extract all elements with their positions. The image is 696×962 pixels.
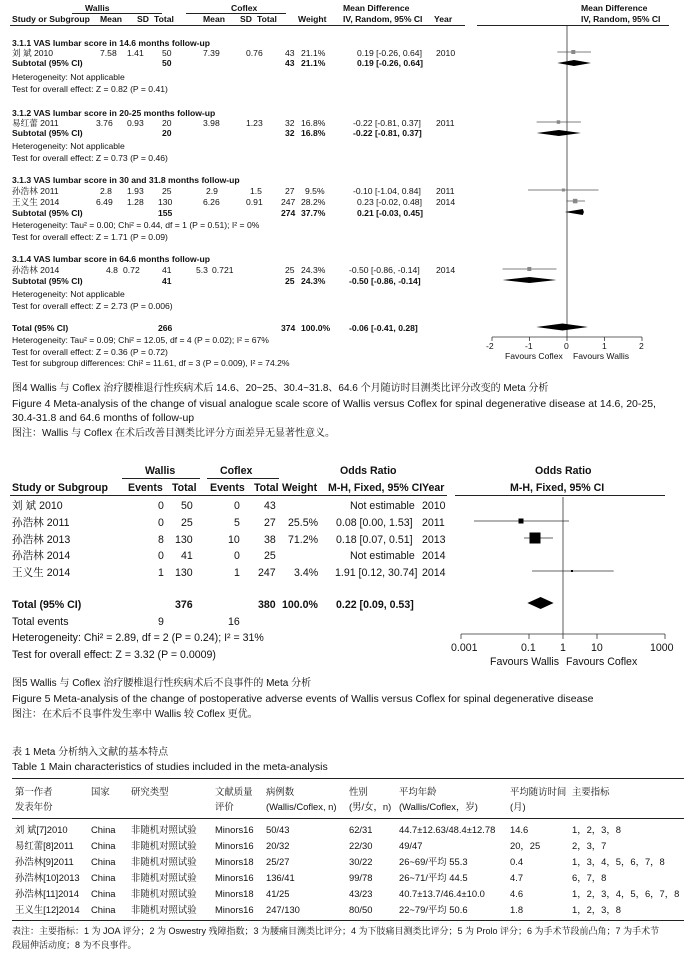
- fig5-tick-label: 10: [591, 642, 603, 654]
- fig4-subtotal-n2: 32: [285, 128, 295, 138]
- table1-header-author: 第一作者: [15, 786, 53, 797]
- fig4-subgroup-1-title: 3.1.1 VAS lumbar score in 14.6 months follow-up: [12, 38, 211, 48]
- fig5-row-year: 2013: [422, 534, 446, 546]
- fig4-subtotal-n2: 43: [285, 58, 295, 68]
- table1-bottom-rule: [12, 920, 684, 921]
- table1-footnote-line2: 段屈伸活动度；8 为不良事件。: [12, 940, 137, 950]
- fig4-ctrl-group-header: Coflex: [231, 3, 258, 13]
- table1-cell-age: 49/47: [399, 840, 423, 851]
- fig5-row-n1: 130: [175, 534, 193, 546]
- fig5-study-square: [519, 519, 524, 524]
- fig5-row-e2: 0: [234, 550, 240, 562]
- fig5-tick-label: 1000: [650, 642, 674, 654]
- fig4-mean2-header: Mean: [203, 14, 225, 24]
- fig5-total-n1: 376: [175, 599, 193, 611]
- fig4-md-method-header: IV, Random, 95% CI: [343, 14, 423, 24]
- fig4-subtotal-weight: 37.7%: [301, 208, 326, 218]
- fig4-plot-title: Mean Difference: [581, 3, 648, 13]
- table1-cell-age: 22~79/平均 50.6: [399, 904, 468, 915]
- fig4-caption-en-line2: 30.4-31.8 and 64.6 months of follow-up: [12, 412, 195, 424]
- fig4-row-weight: 28.2%: [301, 197, 326, 207]
- table1-header-cases-sub: (Wallis/Coflex, n): [266, 801, 337, 812]
- fig5-total-events-label: Total events: [12, 616, 69, 628]
- fig4-row-n1: 41: [162, 265, 172, 275]
- fig4-row-mean1: 7.58: [100, 48, 117, 58]
- fig4-heterogeneity-note: Heterogeneity: Not applicable: [12, 289, 125, 299]
- fig5-caption-cn: 图5 Wallis 与 Coflex 治疗腰椎退行性疾病术后不良事件的 Meta 分析: [12, 678, 312, 689]
- fig5-total1-header: Total: [172, 482, 197, 494]
- fig4-subtotal-ci: -0.22 [-0.81, 0.37]: [353, 128, 422, 138]
- table1-top-rule: [12, 778, 684, 779]
- table1-cell-sex: 99/78: [349, 872, 373, 883]
- fig5-row-study: 孙浩林 2013: [12, 534, 71, 546]
- fig5-ctrl-group-header: Coflex: [220, 465, 253, 477]
- table1-cell-sex: 80/50: [349, 904, 373, 915]
- table1-cell-followup: 20，25: [510, 840, 541, 851]
- fig4-total-n2: 374: [281, 323, 296, 333]
- fig4-tick-label: 0: [564, 341, 569, 351]
- table1-header-design: 研究类型: [131, 786, 169, 797]
- table1-cell-age: 26~69/平均 55.3: [399, 856, 468, 867]
- fig4-mean1-header: Mean: [100, 14, 122, 24]
- table1-header-year: 发表年份: [15, 801, 53, 812]
- fig4-md-title: Mean Difference: [343, 3, 410, 13]
- fig5-row-study: 王义生 2014: [12, 567, 71, 579]
- fig4-row-weight: 9.5%: [305, 186, 325, 196]
- table1-header-age: 平均年龄: [399, 786, 437, 797]
- fig4-subtotal-weight: 24.3%: [301, 276, 326, 286]
- fig4-subgroup-differences: Test for subgroup differences: Chi² = 11.61, df = 3 (P = 0.009), I² = 74.2%: [12, 358, 290, 368]
- table1-header-quality: 文献质量: [215, 786, 253, 797]
- fig5-favours-left: Favours Wallis: [490, 656, 560, 668]
- fig4-row-study: 孙浩林 2011: [12, 186, 59, 196]
- fig4-subtotal-ci: -0.50 [-0.86, -0.14]: [349, 276, 421, 286]
- table1-header-sex-sub: (男/女，n): [349, 801, 392, 812]
- table1-cell-age: 44.7±12.63/48.4±12.78: [399, 824, 496, 835]
- fig5-study-square: [571, 570, 573, 572]
- fig4-subtotal-label: Subtotal (95% CI): [12, 276, 83, 286]
- fig4-row-year: 2014: [436, 197, 456, 207]
- fig5-exp-group-header: Wallis: [145, 465, 176, 477]
- fig4-row-n1: 130: [158, 197, 173, 207]
- fig5-heterogeneity-note: Heterogeneity: Chi² = 2.89, df = 2 (P = 0.24); I² = 31%: [12, 632, 264, 644]
- table1-cell-cases: 20/32: [266, 840, 290, 851]
- table1-header-rule: [12, 818, 684, 819]
- table1-cell-author: 孙浩林[10]2013: [15, 872, 80, 883]
- table1-cell-country: China: [91, 856, 116, 867]
- table1-cell-design: 非随机对照试验: [131, 856, 197, 867]
- fig4-subtotal-weight: 21.1%: [301, 58, 326, 68]
- fig5-row-weight: 71.2%: [288, 534, 319, 546]
- fig5-row-n1: 25: [181, 517, 193, 529]
- fig4-favours-right: Favours Wallis: [573, 351, 630, 361]
- fig5-row-year: 2010: [422, 500, 446, 512]
- fig5-row-n1: 41: [181, 550, 193, 562]
- fig4-total-n1: 266: [158, 323, 173, 333]
- fig5-total-ci: 0.22 [0.09, 0.53]: [336, 599, 414, 611]
- table1-cell-country: China: [91, 888, 116, 899]
- fig4-total-heterogeneity: Heterogeneity: Tau² = 0.09; Chi² = 12.05, df = 4 (P = 0.02); I² = 67%: [12, 335, 269, 345]
- fig5-row-ci: 1.91 [0.12, 30.74]: [335, 567, 418, 579]
- fig4-subtotal-label: Subtotal (95% CI): [12, 128, 83, 138]
- table1-cell-outcomes: 1，2，3，4，5，6，7，8: [572, 888, 680, 899]
- table1-header-quality-sub: 评价: [215, 801, 234, 812]
- fig4-row-mean1: 6.49: [96, 197, 113, 207]
- fig4-exp-group-header: Wallis: [85, 3, 110, 13]
- fig5-tick-label: 1: [560, 642, 566, 654]
- table1-header-outcomes: 主要指标: [572, 786, 610, 797]
- table1-cell-sex: 43/23: [349, 888, 373, 899]
- fig5-total-n2: 380: [258, 599, 276, 611]
- table1-header-country: 国家: [91, 786, 110, 797]
- table1-header-cases: 病例数: [266, 786, 295, 797]
- table1-cell-outcomes: 1，3，4，5，6，7，8: [572, 856, 665, 867]
- fig5-row-e1: 0: [158, 500, 164, 512]
- table1-title-en: Table 1 Main characteristics of studies included in the meta-analysis: [12, 761, 328, 773]
- fig5-row-n1: 130: [175, 567, 193, 579]
- fig4-total-weight: 100.0%: [301, 323, 331, 333]
- fig4-overall-effect-note: Test for overall effect: Z = 1.71 (P = 0.09): [12, 232, 168, 242]
- fig5-row-n2: 27: [264, 517, 276, 529]
- fig4-subtotal-n1: 20: [162, 128, 172, 138]
- fig5-total2-header: Total: [254, 482, 279, 494]
- table1-cell-author: 孙浩林[9]2011: [15, 856, 74, 867]
- fig4-row-mean2: 2.9: [206, 186, 218, 196]
- fig4-overall-effect-note: Test for overall effect: Z = 0.73 (P = 0.46): [12, 153, 168, 163]
- fig4-row-mean2: 6.26: [203, 197, 220, 207]
- fig4-row-sd2: 1.5: [250, 186, 262, 196]
- fig4-row-sd2: 1.23: [246, 118, 263, 128]
- fig4-row-sd1: 1.41: [127, 48, 144, 58]
- fig4-overall-effect-note: Test for overall effect: Z = 0.82 (P = 0.41): [12, 84, 168, 94]
- fig5-plot-title: Odds Ratio: [535, 465, 592, 477]
- table1-title-cn: 表 1 Meta 分析纳入文献的基本特点: [12, 747, 169, 758]
- fig4-row-n1: 50: [162, 48, 172, 58]
- table1-cell-outcomes: 2，3，7: [572, 840, 607, 851]
- table1-cell-author: 王义生[12]2014: [15, 904, 80, 915]
- table1-cell-cases: 50/43: [266, 824, 290, 835]
- fig5-row-year: 2011: [422, 517, 445, 529]
- fig5-row-weight: 3.4%: [294, 567, 319, 579]
- fig4-row-year: 2014: [436, 265, 456, 275]
- fig4-row-n2: 43: [285, 48, 295, 58]
- fig5-row-e2: 10: [228, 534, 240, 546]
- table1-cell-author: 刘 斌[7]2010: [15, 824, 68, 835]
- table1-cell-followup: 0.4: [510, 856, 524, 867]
- fig5-row-n2: 247: [258, 567, 276, 579]
- fig5-row-e1: 8: [158, 534, 164, 546]
- fig4-sd1-header: SD: [137, 14, 149, 24]
- fig5-caption-en: Figure 5 Meta-analysis of the change of postoperative adverse events of Wallis versus Coflex for spinal degenerative disease: [12, 693, 594, 705]
- table1-cell-followup: 4.7: [510, 872, 524, 883]
- fig4-row-ci: 0.19 [-0.26, 0.64]: [357, 48, 422, 58]
- fig5-plot-method-header: M-H, Fixed, 95% CI: [510, 482, 605, 494]
- table1-cell-quality: Minors16: [215, 840, 254, 851]
- fig4-row-mean1: 3.76: [96, 118, 113, 128]
- table1-cell-quality: Minors18: [215, 888, 254, 899]
- fig4-row-year: 2011: [436, 118, 455, 128]
- fig4-tick-label: -2: [486, 341, 494, 351]
- fig4-total2-header: Total: [257, 14, 277, 24]
- fig4-subtotal-n2: 274: [281, 208, 296, 218]
- fig4-row-n1: 25: [162, 186, 172, 196]
- table1-cell-design: 非随机对照试验: [131, 904, 197, 915]
- fig4-total-label: Total (95% CI): [12, 323, 69, 333]
- fig4-subtotal-n1: 155: [158, 208, 173, 218]
- fig5-row-year: 2014: [422, 550, 446, 562]
- table1-cell-sex: 22/30: [349, 840, 373, 851]
- fig4-weight-header: Weight: [298, 14, 327, 24]
- fig5-study-square: [530, 533, 541, 544]
- table1-cell-followup: 14.6: [510, 824, 529, 835]
- fig4-row-weight: 24.3%: [301, 265, 326, 275]
- fig4-row-ci: -0.50 [-0.86, -0.14]: [349, 265, 420, 275]
- fig5-row-weight: 25.5%: [288, 517, 319, 529]
- fig5-row-e2: 1: [234, 567, 240, 579]
- fig4-row-study: 王义生 2014: [12, 197, 60, 207]
- table1-cell-age: 26~71/平均 44.5: [399, 872, 468, 883]
- fig4-overall-effect-note: Test for overall effect: Z = 2.73 (P = 0.006): [12, 301, 173, 311]
- fig4-row-year: 2011: [436, 186, 455, 196]
- table1-cell-age: 40.7±13.7/46.4±10.0: [399, 888, 485, 899]
- table1-cell-design: 非随机对照试验: [131, 840, 197, 851]
- fig5-row-study: 孙浩林 2011: [12, 517, 70, 529]
- fig5-row-e2: 0: [234, 500, 240, 512]
- fig5-total-events-e2: 16: [228, 616, 240, 628]
- fig5-weight-header: Weight: [282, 482, 318, 494]
- table1-cell-cases: 247/130: [266, 904, 300, 915]
- fig5-events1-header: Events: [128, 482, 163, 494]
- table1-cell-cases: 136/41: [266, 872, 295, 883]
- fig4-subtotal-label: Subtotal (95% CI): [12, 58, 83, 68]
- fig4-row-sd1: 0.93: [127, 118, 144, 128]
- table1-cell-cases: 25/27: [266, 856, 290, 867]
- fig4-total-overall-effect: Test for overall effect: Z = 0.36 (P = 0.72): [12, 347, 168, 357]
- fig4-row-mean1: 2.8: [100, 186, 112, 196]
- fig5-row-study: 孙浩林 2014: [12, 550, 71, 562]
- fig4-subtotal-weight: 16.8%: [301, 128, 326, 138]
- fig4-row-sd2: 0.91: [246, 197, 263, 207]
- fig4-subtotal-ci: 0.21 [-0.03, 0.45]: [357, 208, 423, 218]
- fig4-favours-left: Favours Coflex: [505, 351, 563, 361]
- fig5-row-study: 刘 斌 2010: [12, 500, 63, 512]
- fig4-row-weight: 16.8%: [301, 118, 326, 128]
- fig5-row-e2: 5: [234, 517, 240, 529]
- fig4-year-header: Year: [434, 14, 453, 24]
- table1-header-sex: 性别: [349, 786, 368, 797]
- table1-cell-quality: Minors18: [215, 856, 254, 867]
- fig4-row-study: 易红蕾 2011: [12, 118, 59, 128]
- fig4-subtotal-ci: 0.19 [-0.26, 0.64]: [357, 58, 423, 68]
- fig4-row-n2: 32: [285, 118, 295, 128]
- fig4-row-ci: -0.22 [-0.81, 0.37]: [353, 118, 421, 128]
- fig4-total-ci: -0.06 [-0.41, 0.28]: [349, 323, 418, 333]
- fig5-events2-header: Events: [210, 482, 245, 494]
- fig5-overall-effect-note: Test for overall effect: Z = 3.32 (P = 0.0009): [12, 649, 216, 661]
- table1-cell-sex: 62/31: [349, 824, 373, 835]
- fig4-tick-label: -1: [525, 341, 533, 351]
- table1-cell-country: China: [91, 840, 116, 851]
- fig4-row-sd2: 0.721: [212, 265, 234, 275]
- fig4-total1-header: Total: [154, 14, 174, 24]
- table1-cell-design: 非随机对照试验: [131, 872, 197, 883]
- table1-cell-design: 非随机对照试验: [131, 824, 197, 835]
- fig4-heterogeneity-note: Heterogeneity: Not applicable: [12, 72, 125, 82]
- fig5-row-ci: 0.08 [0.00, 1.53]: [336, 517, 413, 529]
- table1-cell-sex: 30/22: [349, 856, 373, 867]
- fig5-row-ci: Not estimable: [350, 550, 415, 562]
- table1-cell-country: China: [91, 824, 116, 835]
- fig4-subtotal-label: Subtotal (95% CI): [12, 208, 83, 218]
- fig4-row-study: 孙浩林 2014: [12, 265, 60, 275]
- table1-footnote-line1: 表注：主要指标：1 为 JOA 评分；2 为 Oswestry 残障指数；3 为腰痛目测类比评分；4 为下肢痛目测类比评分；5 为 Prolo 评分；6 为手术节段前凸角；7 为手术节: [12, 926, 660, 936]
- fig4-row-n2: 27: [285, 186, 295, 196]
- fig4-subtotal-n1: 50: [162, 58, 172, 68]
- fig5-tick-label: 0.001: [451, 642, 478, 654]
- table1-cell-outcomes: 6，7，8: [572, 872, 607, 883]
- fig5-total-events-e1: 9: [158, 616, 164, 628]
- fig5-row-ci: 0.18 [0.07, 0.51]: [336, 534, 413, 546]
- table1-cell-followup: 4.6: [510, 888, 524, 899]
- table1-header-followup: 平均随访时间: [510, 786, 567, 797]
- fig4-row-n2: 25: [285, 265, 295, 275]
- table1-cell-quality: Minors16: [215, 824, 254, 835]
- fig4-subgroup-3-title: 3.1.3 VAS lumbar score in 30 and 31.8 months follow-up: [12, 175, 240, 185]
- fig4-row-sd1: 0.72: [123, 265, 140, 275]
- fig4-caption-en-line1: Figure 4 Meta-analysis of the change of visual analogue scale score of Wallis versus Coflex for spinal degenerative disease at 14.6, 20-25,: [12, 398, 656, 410]
- table1-cell-design: 非随机对照试验: [131, 888, 197, 899]
- table1-cell-quality: Minors16: [215, 872, 254, 883]
- fig4-row-mean2: 5.3: [196, 265, 208, 275]
- table1-cell-cases: 41/25: [266, 888, 290, 899]
- fig4-tick-label: 1: [602, 341, 607, 351]
- fig4-row-mean1: 4.8: [106, 265, 118, 275]
- table1-cell-outcomes: 1，2，3，8: [572, 824, 621, 835]
- fig5-total-diamond: [527, 597, 553, 609]
- table1-header-age-sub: (Wallis/Coflex，岁): [399, 801, 478, 812]
- fig4-subgroup-4-title: 3.1.4 VAS lumbar score in 64.6 months follow-up: [12, 254, 211, 264]
- fig4-row-sd2: 0.76: [246, 48, 263, 58]
- table1-header-followup-sub: (月): [510, 801, 526, 812]
- fig5-or-title: Odds Ratio: [340, 465, 397, 477]
- table1-cell-author: 孙浩林[11]2014: [15, 888, 79, 899]
- fig4-subtotal-n2: 25: [285, 276, 295, 286]
- fig4-row-ci: -0.10 [-1.04, 0.84]: [353, 186, 421, 196]
- fig5-study-header: Study or Subgroup: [12, 482, 108, 494]
- fig4-row-weight: 21.1%: [301, 48, 326, 58]
- fig5-row-ci: Not estimable: [350, 500, 415, 512]
- table1-cell-outcomes: 1，2，3，8: [572, 904, 621, 915]
- fig5-total-label: Total (95% CI): [12, 599, 82, 611]
- fig5-method-header: M-H, Fixed, 95% CI: [328, 482, 423, 494]
- fig4-study-header: Study or Subgroup: [12, 14, 90, 24]
- fig4-caption-cn: 图4 Wallis 与 Coflex 治疗腰椎退行性疾病术后 14.6、20~25、30.4~31.8、64.6 个月随访时目测类比评分改变的 Meta 分析: [12, 383, 549, 394]
- fig5-row-n2: 38: [264, 534, 276, 546]
- fig4-subtotal-n1: 41: [162, 276, 172, 286]
- fig4-heterogeneity-note: Heterogeneity: Tau² = 0.00; Chi² = 0.44, df = 1 (P = 0.51); I² = 0%: [12, 220, 260, 230]
- fig4-row-sd1: 1.28: [127, 197, 144, 207]
- fig4-note-cn: 图注：Wallis 与 Coflex 在术后改善目测类比评分方面差异无显著性意义。: [12, 428, 335, 439]
- fig4-row-sd1: 1.93: [127, 186, 144, 196]
- table1-cell-country: China: [91, 872, 116, 883]
- fig5-total-weight: 100.0%: [282, 599, 318, 611]
- fig5-favours-right: Favours Coflex: [566, 656, 638, 668]
- fig4-sd2-header: SD: [240, 14, 252, 24]
- fig5-row-e1: 0: [158, 550, 164, 562]
- fig5-row-year: 2014: [422, 567, 446, 579]
- fig5-year-header: Year: [422, 482, 445, 494]
- fig4-row-mean2: 3.98: [203, 118, 220, 128]
- fig5-row-e1: 0: [158, 517, 164, 529]
- table1-cell-quality: Minors16: [215, 904, 254, 915]
- fig4-row-study: 刘 斌 2010: [12, 48, 54, 58]
- fig5-tick-label: 0.1: [521, 642, 536, 654]
- table1-cell-author: 易红蕾[8]2011: [15, 840, 74, 851]
- fig5-row-n2: 25: [264, 550, 276, 562]
- fig4-subgroup-2-title: 3.1.2 VAS lumbar score in 20-25 months follow-up: [12, 108, 216, 118]
- fig5-note-cn: 图注：在术后不良事件发生率中 Wallis 较 Coflex 更优。: [12, 709, 258, 720]
- fig4-row-year: 2010: [436, 48, 456, 58]
- table1-cell-followup: 1.8: [510, 904, 524, 915]
- fig5-row-e1: 1: [158, 567, 164, 579]
- fig5-row-n1: 50: [181, 500, 193, 512]
- fig4-row-n1: 20: [162, 118, 172, 128]
- fig4-plot-method-header: IV, Random, 95% CI: [581, 14, 661, 24]
- fig4-row-n2: 247: [281, 197, 296, 207]
- fig5-row-n2: 43: [264, 500, 276, 512]
- fig4-row-ci: 0.23 [-0.02, 0.48]: [357, 197, 422, 207]
- fig4-row-mean2: 7.39: [203, 48, 220, 58]
- fig4-tick-label: 2: [639, 341, 644, 351]
- table1-cell-country: China: [91, 904, 116, 915]
- fig4-heterogeneity-note: Heterogeneity: Not applicable: [12, 141, 125, 151]
